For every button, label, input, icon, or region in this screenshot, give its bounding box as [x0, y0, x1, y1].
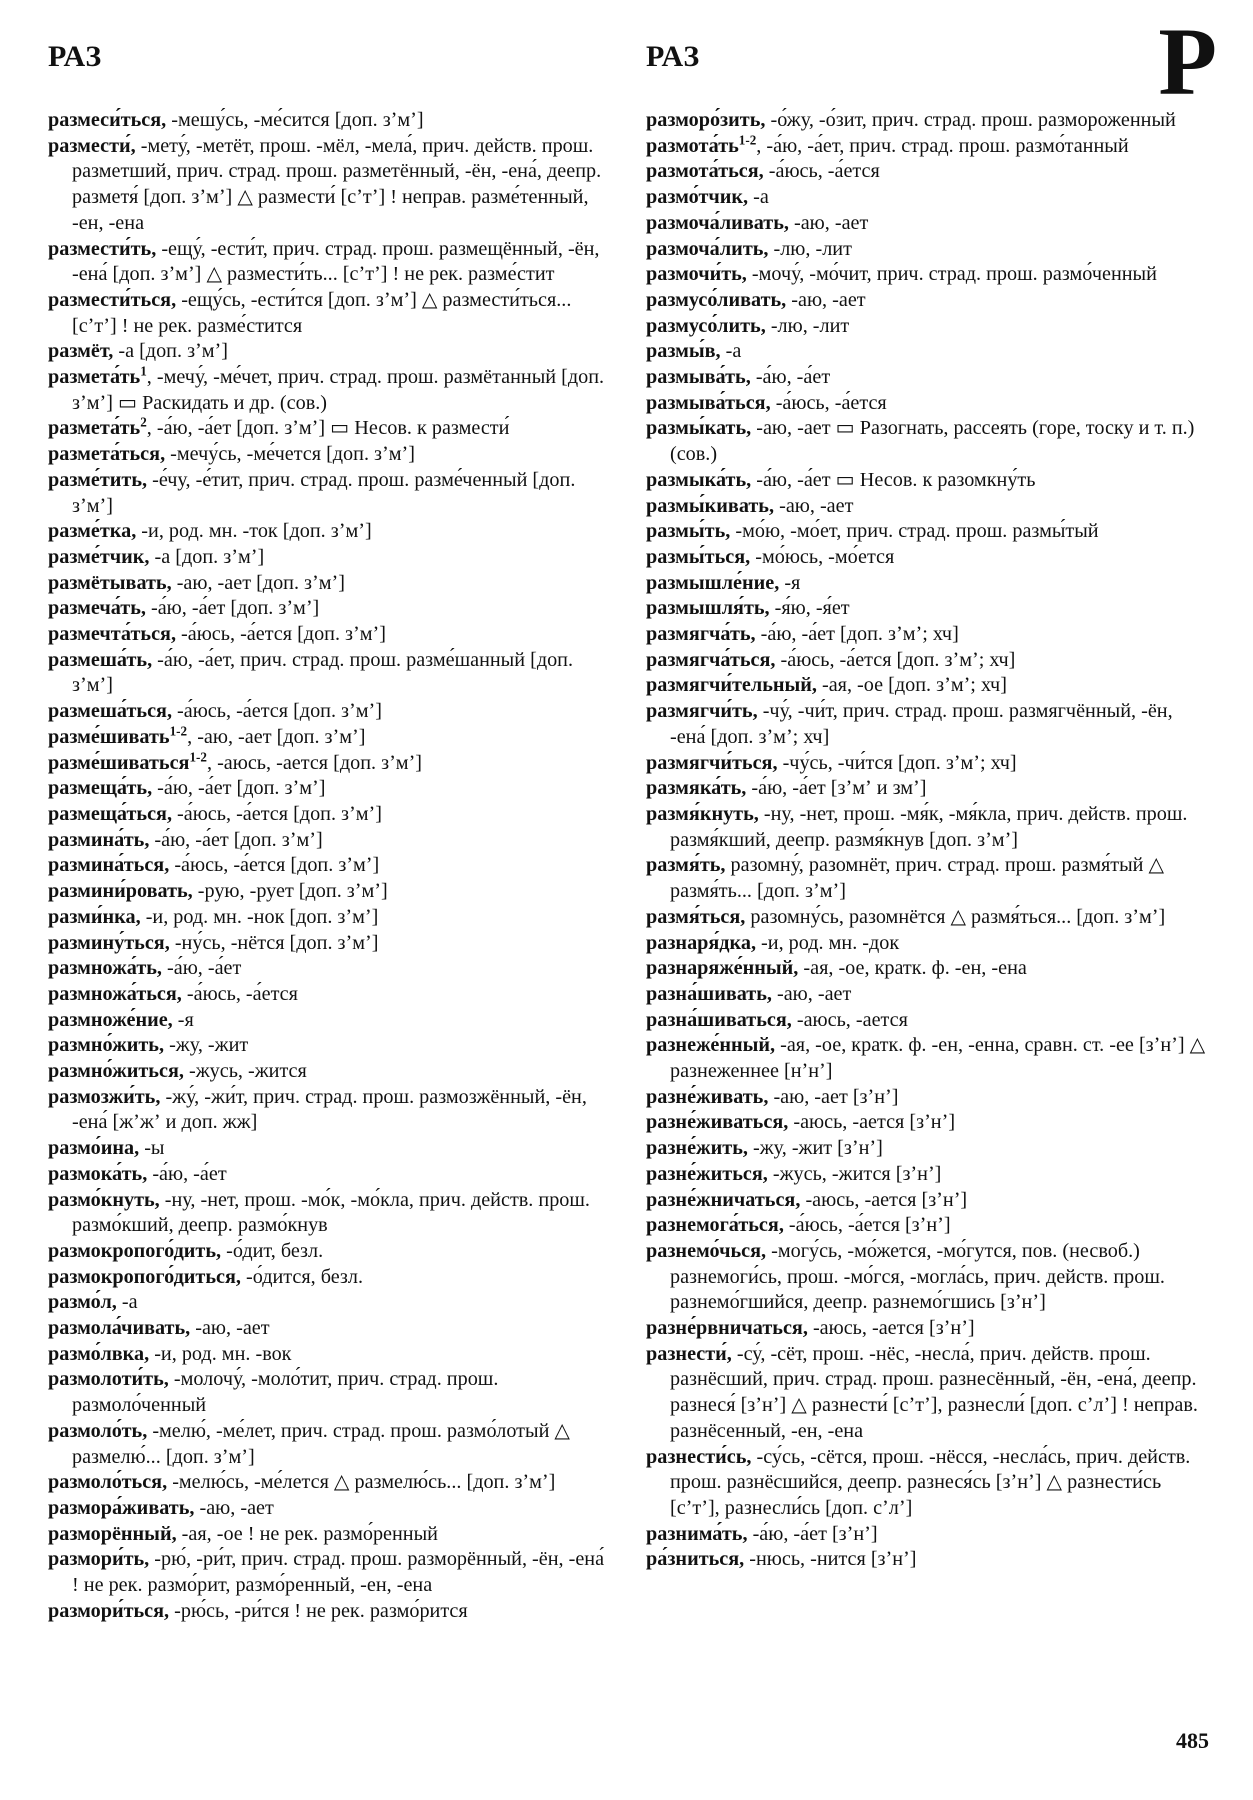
entry-homonym-index: 2	[140, 414, 147, 430]
left-running-head: РАЗ	[48, 40, 103, 73]
entry-headword: разме́тчик,	[48, 545, 150, 568]
dictionary-entry	[48, 956, 613, 982]
entry-headword: размина́ться,	[48, 854, 170, 877]
entry-homonym-index: 1-2	[189, 748, 207, 764]
dictionary-entry	[48, 776, 613, 802]
entry-headword: разнаряже́нный,	[646, 957, 799, 980]
entry-grammar: -чу́, -чи́т, прич. страд. прош. размягчённый, -ён, -ена́ [доп. зʼмʼ; хч]	[670, 700, 1173, 748]
entry-headword: размокропого́дить,	[48, 1239, 222, 1262]
entry-headword: разне́житься,	[646, 1162, 768, 1185]
entry-grammar: -ая, -ое, кратк. ф. -ен, -енна, сравн. ст. -ее [зʼнʼ] △ разнеженнее [нʼнʼ]	[670, 1034, 1206, 1083]
dictionary-entry	[646, 1162, 1211, 1188]
dictionary-entry	[646, 519, 1211, 545]
entry-grammar: -а́юсь, -а́ется	[770, 391, 887, 414]
entry-grammar: -ая, -ое [доп. зʼмʼ; хч]	[816, 674, 1007, 697]
entry-headword: размы́кивать,	[646, 494, 775, 517]
dictionary-entry	[646, 131, 1211, 160]
entry-headword: размозжи́ть,	[48, 1085, 161, 1108]
entry-headword: размыка́ть,	[646, 468, 752, 491]
entry-grammar: -а́ю, -а́ет	[147, 1162, 227, 1185]
entry-headword: размыва́ться,	[646, 391, 771, 414]
dictionary-entry	[646, 494, 1211, 520]
entry-headword: размини́ровать,	[48, 880, 193, 903]
entry-headword: размечта́ться,	[48, 623, 176, 646]
entry-grammar: -я́ю, -я́ет	[769, 597, 850, 620]
entry-grammar: , -аю, -ает [доп. зʼмʼ]	[187, 725, 366, 748]
entry-headword: размо́лвка,	[48, 1342, 150, 1365]
entry-headword: размышле́ние,	[646, 571, 780, 594]
entry-headword: размеща́ть,	[48, 777, 153, 800]
entry-grammar: -и, род. мн. -нок [доп. зʼмʼ]	[140, 905, 379, 928]
dictionary-entry	[646, 1316, 1211, 1342]
entry-grammar: -могу́сь, -мо́жется, -мо́гутся, пов. (несвоб.) разнемоги́сь, прош. -мо́гся, -могла́сь, прич. действ. прош. разнемо́гшийся, деепр. разнемо́гшись [зʼнʼ]	[670, 1239, 1165, 1314]
dictionary-entry	[48, 905, 613, 931]
dictionary-entry	[48, 622, 613, 648]
dictionary-entry	[646, 159, 1211, 185]
dictionary-entry	[646, 314, 1211, 340]
entry-grammar: -аю, -ает	[771, 982, 852, 1005]
entry-grammar: -ещу́сь, -ести́тся [доп. зʼмʼ] △ размести́ться... [сʼтʼ] ! не рек. разме́стится	[72, 288, 572, 337]
entry-homonym-index: 1-2	[169, 723, 188, 739]
entry-headword: разми́нка,	[48, 905, 141, 928]
entry-headword: размягчи́ться,	[646, 751, 778, 774]
entry-grammar: -ая, -ое, кратк. ф. -ен, -ена	[798, 957, 1027, 980]
dictionary-entry	[646, 1033, 1211, 1084]
entry-grammar: -су́сь, -сётся, прош. -нёсся, -несла́сь, прич. действ. прош. разнёсшийся, деепр. разнеся́сь [зʼнʼ] △ разнести́сь [сʼтʼ], разнесли́сь [доп. сʼлʼ]	[670, 1445, 1191, 1519]
dictionary-entry	[646, 905, 1211, 931]
entry-grammar: -мочу́, -мо́чит, прич. страд. прош. размо́ченный	[746, 263, 1157, 286]
dictionary-entry	[646, 545, 1211, 571]
entry-headword: размягчи́ть,	[646, 700, 758, 723]
entry-headword: разме́шиваться	[48, 751, 190, 774]
entry-grammar: -аю, -ает	[788, 211, 869, 234]
entry-headword: размножа́ть,	[48, 957, 162, 980]
entry-grammar: -а́юсь, -а́ется [доп. зʼмʼ]	[172, 700, 382, 723]
entry-headword: размета́ть	[48, 417, 141, 440]
entry-headword: размы́кать,	[646, 417, 752, 440]
entry-headword: размори́ть,	[48, 1548, 150, 1571]
entry-headword: размочи́ть,	[646, 263, 747, 286]
entry-headword: размноже́ние,	[48, 1008, 173, 1031]
dictionary-entry	[646, 211, 1211, 237]
entry-grammar: -и, род. мн. -док	[756, 931, 900, 954]
dictionary-entry	[646, 982, 1211, 1008]
dictionary-entry	[48, 1342, 613, 1368]
entry-grammar: -молочу́, -моло́тит, прич. страд. прош. размоло́ченный	[72, 1368, 499, 1417]
left-column	[48, 108, 613, 1624]
dictionary-entry	[48, 1367, 613, 1418]
dictionary-entry	[646, 802, 1211, 853]
entry-grammar: -ы	[139, 1137, 165, 1160]
entry-headword: размолоти́ть,	[48, 1368, 169, 1391]
entry-headword: ра́зниться,	[646, 1548, 745, 1571]
entry-headword: размо́кнуть,	[48, 1188, 160, 1211]
dictionary-entry	[646, 1213, 1211, 1239]
entry-grammar: -аюсь, -ается [зʼнʼ]	[788, 1111, 956, 1134]
entry-headword: разна́шивать,	[646, 982, 772, 1005]
page-number: 485	[1176, 1728, 1209, 1753]
entry-homonym-index: 1	[140, 363, 147, 379]
entry-headword: размоча́лить,	[646, 237, 769, 260]
entry-headword: разне́живаться,	[646, 1111, 789, 1134]
dictionary-entry	[48, 1316, 613, 1342]
entry-headword: размеси́ться,	[48, 109, 167, 131]
entry-grammar: -аю, -ает	[786, 288, 866, 311]
entry-grammar: -нюсь, -нится [зʼнʼ]	[744, 1548, 917, 1571]
entry-headword: размоло́ться,	[48, 1471, 168, 1494]
entry-headword: размёт,	[48, 340, 114, 363]
dictionary-entry	[646, 262, 1211, 288]
entry-grammar: разомну́сь, разомнётся △ размя́ться... [доп. зʼмʼ]	[745, 905, 1166, 928]
entry-grammar: -ну, -нет, прош. -мо́к, -мо́кла, прич. действ. прош. размо́кший, деепр. размо́кнув	[72, 1188, 590, 1237]
entry-grammar: -а́юсь, -а́ется [доп. зʼмʼ]	[172, 802, 382, 825]
entry-grammar: -лю, -лит	[765, 314, 850, 337]
dictionary-entry	[48, 1033, 613, 1059]
entry-grammar: -мешу́сь, -ме́сится [доп. зʼмʼ]	[166, 109, 424, 131]
entry-headword: размно́житься,	[48, 1060, 184, 1083]
dictionary-entry	[48, 725, 613, 751]
dictionary-entry	[48, 879, 613, 905]
entry-headword: размягча́ться,	[646, 648, 776, 671]
entry-grammar: -жусь, -жится	[183, 1060, 307, 1083]
dictionary-entry	[48, 1496, 613, 1522]
entry-headword: разме́тить,	[48, 468, 148, 491]
entry-headword: размножа́ться,	[48, 982, 182, 1005]
entry-grammar: , -аюсь, -ается [доп. зʼмʼ]	[206, 751, 423, 774]
entry-headword: размока́ть,	[48, 1162, 148, 1185]
dictionary-entry	[646, 673, 1211, 699]
entry-headword: размести́ться,	[48, 288, 177, 311]
entry-headword: разнемога́ться,	[646, 1214, 784, 1237]
entry-grammar: -аю, -ает	[190, 1317, 270, 1340]
dictionary-entry	[48, 931, 613, 957]
right-column	[646, 108, 1211, 1573]
entry-grammar: -и, род. мн. -ток [доп. зʼмʼ]	[136, 520, 372, 543]
dictionary-entry	[48, 802, 613, 828]
dictionary-entry	[48, 1085, 613, 1136]
entry-grammar: -а́юсь, -а́ется [зʼнʼ]	[783, 1214, 951, 1237]
entry-headword: размя́ться,	[646, 905, 746, 928]
entry-grammar: -жусь, -жится [зʼнʼ]	[767, 1162, 942, 1185]
entry-grammar: -а́ю, -а́ет [доп. зʼмʼ; хч]	[755, 623, 959, 646]
entry-grammar: -а́юсь, -а́ется [доп. зʼмʼ; хч]	[775, 648, 1016, 671]
entry-grammar: -а [доп. зʼмʼ]	[149, 545, 265, 568]
dictionary-entry	[646, 853, 1211, 904]
dictionary-entry	[646, 956, 1211, 982]
entry-headword: размеша́ться,	[48, 700, 172, 723]
entry-grammar: -чу́сь, -чи́тся [доп. зʼмʼ; хч]	[777, 751, 1017, 774]
dictionary-entry	[48, 1239, 613, 1265]
entry-grammar: -аю, -ает [доп. зʼмʼ]	[171, 571, 345, 594]
dictionary-entry	[48, 416, 613, 442]
dictionary-entry	[48, 1265, 613, 1291]
entry-grammar: -а́ю, -а́ет [доп. зʼмʼ]	[152, 777, 326, 800]
dictionary-entry	[646, 1136, 1211, 1162]
entry-grammar: -жу́, -жи́т, прич. страд. прош. размозжённый, -ён, -ена́ [жʼжʼ и доп. жж]	[72, 1085, 587, 1134]
entry-headword: размоча́ливать,	[646, 211, 789, 234]
entry-grammar: -аю, -ает [зʼнʼ]	[768, 1085, 899, 1108]
dictionary-entry	[646, 339, 1211, 365]
entry-headword: размыва́ть,	[646, 366, 751, 389]
entry-grammar: -мелю́, -ме́лет, прич. страд. прош. размо́лотый △ размелю́... [доп. зʼмʼ]	[72, 1419, 570, 1468]
dictionary-entry	[646, 1547, 1211, 1573]
section-letter: Р	[1158, 8, 1217, 115]
entry-grammar: , -а́ю, -а́ет [доп. зʼмʼ] ▭ Несов. к размести́	[146, 417, 510, 440]
entry-headword: разнеже́нный,	[646, 1034, 776, 1057]
dictionary-entry	[48, 1136, 613, 1162]
entry-headword: размоло́ть,	[48, 1419, 148, 1442]
entry-headword: размора́живать,	[48, 1496, 195, 1519]
entry-headword: размяка́ть,	[646, 777, 747, 800]
dictionary-entry	[646, 1188, 1211, 1214]
entry-headword: размышля́ть,	[646, 597, 770, 620]
entry-grammar: , -а́ю, -а́ет, прич. страд. прош. размо́танный	[756, 134, 1129, 157]
dictionary-entry	[48, 1599, 613, 1625]
entry-grammar: -рю́, -ри́т, прич. страд. прош. разморённый, -ён, -ена́ ! не рек. размо́рит, размо́ренный, -ен, -ена	[72, 1548, 605, 1597]
entry-grammar: -рю́сь, -ри́тся ! не рек. размо́рится	[169, 1599, 468, 1622]
entry-grammar: -а́юсь, -а́ется [доп. зʼмʼ]	[169, 854, 380, 877]
entry-grammar: -ну́сь, -нётся [доп. зʼмʼ]	[169, 931, 379, 954]
dictionary-entry	[48, 596, 613, 622]
entry-headword: размести́ть,	[48, 237, 157, 260]
entry-headword: размота́ть	[646, 134, 739, 157]
dictionary-entry	[646, 288, 1211, 314]
dictionary-entry	[48, 828, 613, 854]
entry-grammar: -мо́ю, -мо́ет, прич. страд. прош. размы́тый	[730, 520, 1099, 543]
dictionary-entry	[48, 699, 613, 725]
entry-headword: размя́кнуть,	[646, 802, 759, 825]
entry-grammar: -жу, -жит	[164, 1034, 249, 1057]
dictionary-entry	[48, 545, 613, 571]
dictionary-entry	[646, 1008, 1211, 1034]
entry-headword: разне́рвничаться,	[646, 1317, 808, 1340]
dictionary-entry	[646, 699, 1211, 750]
dictionary-entry	[48, 1188, 613, 1239]
entry-grammar: -а́ю, -а́ет [зʼмʼ и змʼ]	[746, 777, 927, 800]
dictionary-entry	[48, 1522, 613, 1548]
entry-headword: разморённый,	[48, 1522, 177, 1545]
dictionary-entry	[48, 108, 613, 134]
entry-grammar: -а́ю, -а́ет [зʼнʼ]	[747, 1522, 878, 1545]
right-running-head: РАЗ	[646, 40, 701, 73]
dictionary-entry	[48, 442, 613, 468]
dictionary-entry	[48, 1470, 613, 1496]
entry-headword: размы́ть,	[646, 520, 731, 543]
dictionary-entry	[48, 519, 613, 545]
entry-headword: размягчи́тельный,	[646, 674, 817, 697]
entry-headword: размы́ться,	[646, 545, 751, 568]
entry-headword: размо́ина,	[48, 1137, 140, 1160]
entry-grammar: -я	[779, 571, 801, 594]
entry-headword: размину́ться,	[48, 931, 170, 954]
entry-grammar: -мечу́сь, -ме́чется [доп. зʼмʼ]	[165, 443, 415, 466]
entry-headword: разне́жничаться,	[646, 1188, 801, 1211]
entry-headword: размеща́ться,	[48, 802, 172, 825]
entry-grammar: -а́ю, -а́ет ▭ Несов. к разомкну́ть	[751, 468, 1036, 491]
dictionary-entry	[48, 648, 613, 699]
dictionary-entry	[48, 748, 613, 777]
entry-headword: разнаря́дка,	[646, 931, 756, 954]
entry-headword: разне́живать,	[646, 1085, 769, 1108]
entry-headword: разме́тка,	[48, 520, 137, 543]
entry-headword: размета́ться,	[48, 443, 166, 466]
dictionary-entry	[48, 365, 613, 416]
entry-grammar: разомну́, разомнёт, прич. страд. прош. размя́тый △ размя́ть... [доп. зʼмʼ]	[670, 854, 1165, 903]
entry-headword: разнемо́чься,	[646, 1239, 767, 1262]
entry-grammar: -мо́юсь, -мо́ется	[750, 545, 895, 568]
entry-grammar: -а [доп. зʼмʼ]	[113, 340, 228, 363]
dictionary-entry	[646, 648, 1211, 674]
entry-grammar: -и, род. мн. -вок	[149, 1342, 292, 1365]
dictionary-entry	[646, 185, 1211, 211]
dictionary-entry	[646, 751, 1211, 777]
dictionary-entry	[646, 1445, 1211, 1522]
entry-headword: размести́,	[48, 134, 136, 157]
dictionary-entry	[48, 237, 613, 288]
dictionary-entry	[646, 468, 1211, 494]
entry-grammar: -а́ю, -а́ет [доп. зʼмʼ]	[145, 597, 320, 620]
entry-headword: размётывать,	[48, 571, 172, 594]
entry-headword: разнести́сь,	[646, 1445, 752, 1468]
entry-grammar: -мету́, -метёт, прош. -мёл, -мела́, прич. действ. прош. разметший, прич. страд. прош. разметённый, -ён, -ена́, деепр. разметя́ [доп. зʼмʼ] △ размести́ [сʼтʼ] ! неправ. разме́тенный, -ен, -ена	[72, 134, 602, 234]
entry-grammar: -аюсь, -ается [зʼнʼ]	[807, 1317, 975, 1340]
dictionary-entry	[646, 776, 1211, 802]
entry-grammar: -су́, -сёт, прош. -нёс, -несла́, прич. действ. прош. разнёсший, прич. страд. прош. разнесённый, -ён, -ена́, деепр. разнеся́ [зʼнʼ] △ разнести́ [сʼтʼ], разнесли́ [доп. сʼлʼ] ! неправ. разнёсенный, -ен, -ена	[670, 1342, 1198, 1442]
entry-grammar: -ну, -нет, прош. -мя́к, -мя́кла, прич. действ. прош. размя́кший, деепр. размя́кнув [доп. зʼмʼ]	[670, 802, 1188, 851]
entry-headword: размягча́ть,	[646, 623, 756, 646]
entry-grammar: -а	[116, 1291, 138, 1314]
entry-grammar: -жу, -жит [зʼнʼ]	[747, 1137, 883, 1160]
entry-grammar: -ещу́, -ести́т, прич. страд. прош. размещённый, -ён, -ена́ [доп. зʼмʼ] △ размести́ть... [сʼтʼ] ! не рек. разме́стит	[72, 237, 600, 286]
entry-grammar: -ая, -ое ! не рек. размо́ренный	[176, 1522, 438, 1545]
dictionary-entry	[48, 1419, 613, 1470]
dictionary-entry	[646, 237, 1211, 263]
entry-grammar: -мелю́сь, -ме́лется △ размелю́сь... [доп. зʼмʼ]	[167, 1471, 556, 1494]
entry-headword: размина́ть,	[48, 828, 150, 851]
dictionary-entry	[646, 596, 1211, 622]
dictionary-entry	[48, 1547, 613, 1598]
entry-headword: размя́ть,	[646, 854, 726, 877]
entry-homonym-index: 1-2	[738, 131, 757, 147]
entry-grammar: -о́дит, безл.	[221, 1239, 324, 1262]
entry-grammar: -я	[172, 1008, 194, 1031]
entry-headword: размно́жить,	[48, 1034, 165, 1057]
entry-grammar: -е́чу, -е́тит, прич. страд. прош. разме́ченный [доп. зʼмʼ]	[72, 468, 576, 517]
dictionary-entry	[646, 931, 1211, 957]
entry-grammar: -а́юсь, -а́ется	[181, 982, 298, 1005]
entry-headword: разнести́,	[646, 1342, 732, 1365]
dictionary-entry	[48, 982, 613, 1008]
entry-grammar: -аю, -ает	[774, 494, 854, 517]
dictionary-entry	[646, 1522, 1211, 1548]
dictionary-entry	[646, 1085, 1211, 1111]
entry-grammar: -а́ю, -а́ет	[161, 957, 242, 980]
dictionary-entry	[48, 571, 613, 597]
entry-headword: разна́шиваться,	[646, 1008, 792, 1031]
dictionary-entry	[48, 1290, 613, 1316]
dictionary-entry	[646, 1239, 1211, 1316]
entry-headword: разморо́зить,	[646, 109, 766, 131]
entry-headword: размусо́лить,	[646, 314, 766, 337]
dictionary-entry	[646, 391, 1211, 417]
entry-grammar: -аюсь, -ается [зʼнʼ]	[800, 1188, 968, 1211]
entry-grammar: -аю, -ает ▭ Разогнать, рассеять (горе, тоску и т. п.) (сов.)	[670, 417, 1195, 466]
entry-grammar: -аюсь, -ается	[791, 1008, 908, 1031]
dictionary-entry	[48, 853, 613, 879]
dictionary-entry	[48, 288, 613, 339]
dictionary-entry	[48, 339, 613, 365]
entry-headword: размо́тчик,	[646, 186, 749, 209]
dictionary-entry	[646, 571, 1211, 597]
entry-grammar: -о́жу, -о́зит, прич. страд. прош. размороженный	[765, 109, 1176, 131]
dictionary-entry	[48, 468, 613, 519]
entry-headword: размусо́ливать,	[646, 288, 787, 311]
entry-grammar: -а́ю, -а́ет	[750, 366, 831, 389]
entry-grammar: -а́ю, -а́ет, прич. страд. прош. разме́шанный [доп. зʼмʼ]	[72, 648, 574, 697]
entry-headword: разнима́ть,	[646, 1522, 748, 1545]
dictionary-entry	[646, 622, 1211, 648]
entry-grammar: -рую, -рует [доп. зʼмʼ]	[192, 880, 388, 903]
entry-headword: размеша́ть,	[48, 648, 153, 671]
entry-headword: размеча́ть,	[48, 597, 146, 620]
entry-grammar: -а	[748, 186, 769, 209]
dictionary-entry	[646, 1110, 1211, 1136]
dictionary-entry	[646, 1342, 1211, 1445]
entry-grammar: -а	[720, 340, 742, 363]
entry-headword: разме́шивать	[48, 725, 170, 748]
entry-grammar: -аю, -ает	[194, 1496, 274, 1519]
entry-headword: размори́ться,	[48, 1599, 170, 1622]
entry-grammar: , -мечу́, -ме́чет, прич. страд. прош. размётанный [доп. зʼмʼ] ▭ Раскидать и др. (сов.)	[72, 366, 605, 414]
entry-headword: размота́ться,	[646, 160, 764, 183]
entry-grammar: -а́юсь, -а́ется	[763, 160, 880, 183]
dictionary-entry	[48, 1162, 613, 1188]
dictionary-entry	[646, 365, 1211, 391]
entry-grammar: -лю, -лит	[768, 237, 852, 260]
dictionary-entry	[48, 134, 613, 237]
entry-grammar: -а́юсь, -а́ется [доп. зʼмʼ]	[176, 623, 386, 646]
dictionary-entry	[48, 1059, 613, 1085]
entry-headword: размы́в,	[646, 340, 721, 363]
entry-headword: размета́ть	[48, 366, 141, 389]
dictionary-entry	[646, 108, 1211, 134]
dictionary-entry	[48, 1008, 613, 1034]
entry-grammar: -а́ю, -а́ет [доп. зʼмʼ]	[149, 828, 323, 851]
entry-headword: размо́л,	[48, 1291, 117, 1314]
entry-headword: размола́чивать,	[48, 1317, 191, 1340]
entry-headword: размокропого́диться,	[48, 1265, 241, 1288]
entry-grammar: -о́дится, безл.	[240, 1265, 364, 1288]
dictionary-entry	[646, 416, 1211, 467]
entry-headword: разне́жить,	[646, 1137, 748, 1160]
